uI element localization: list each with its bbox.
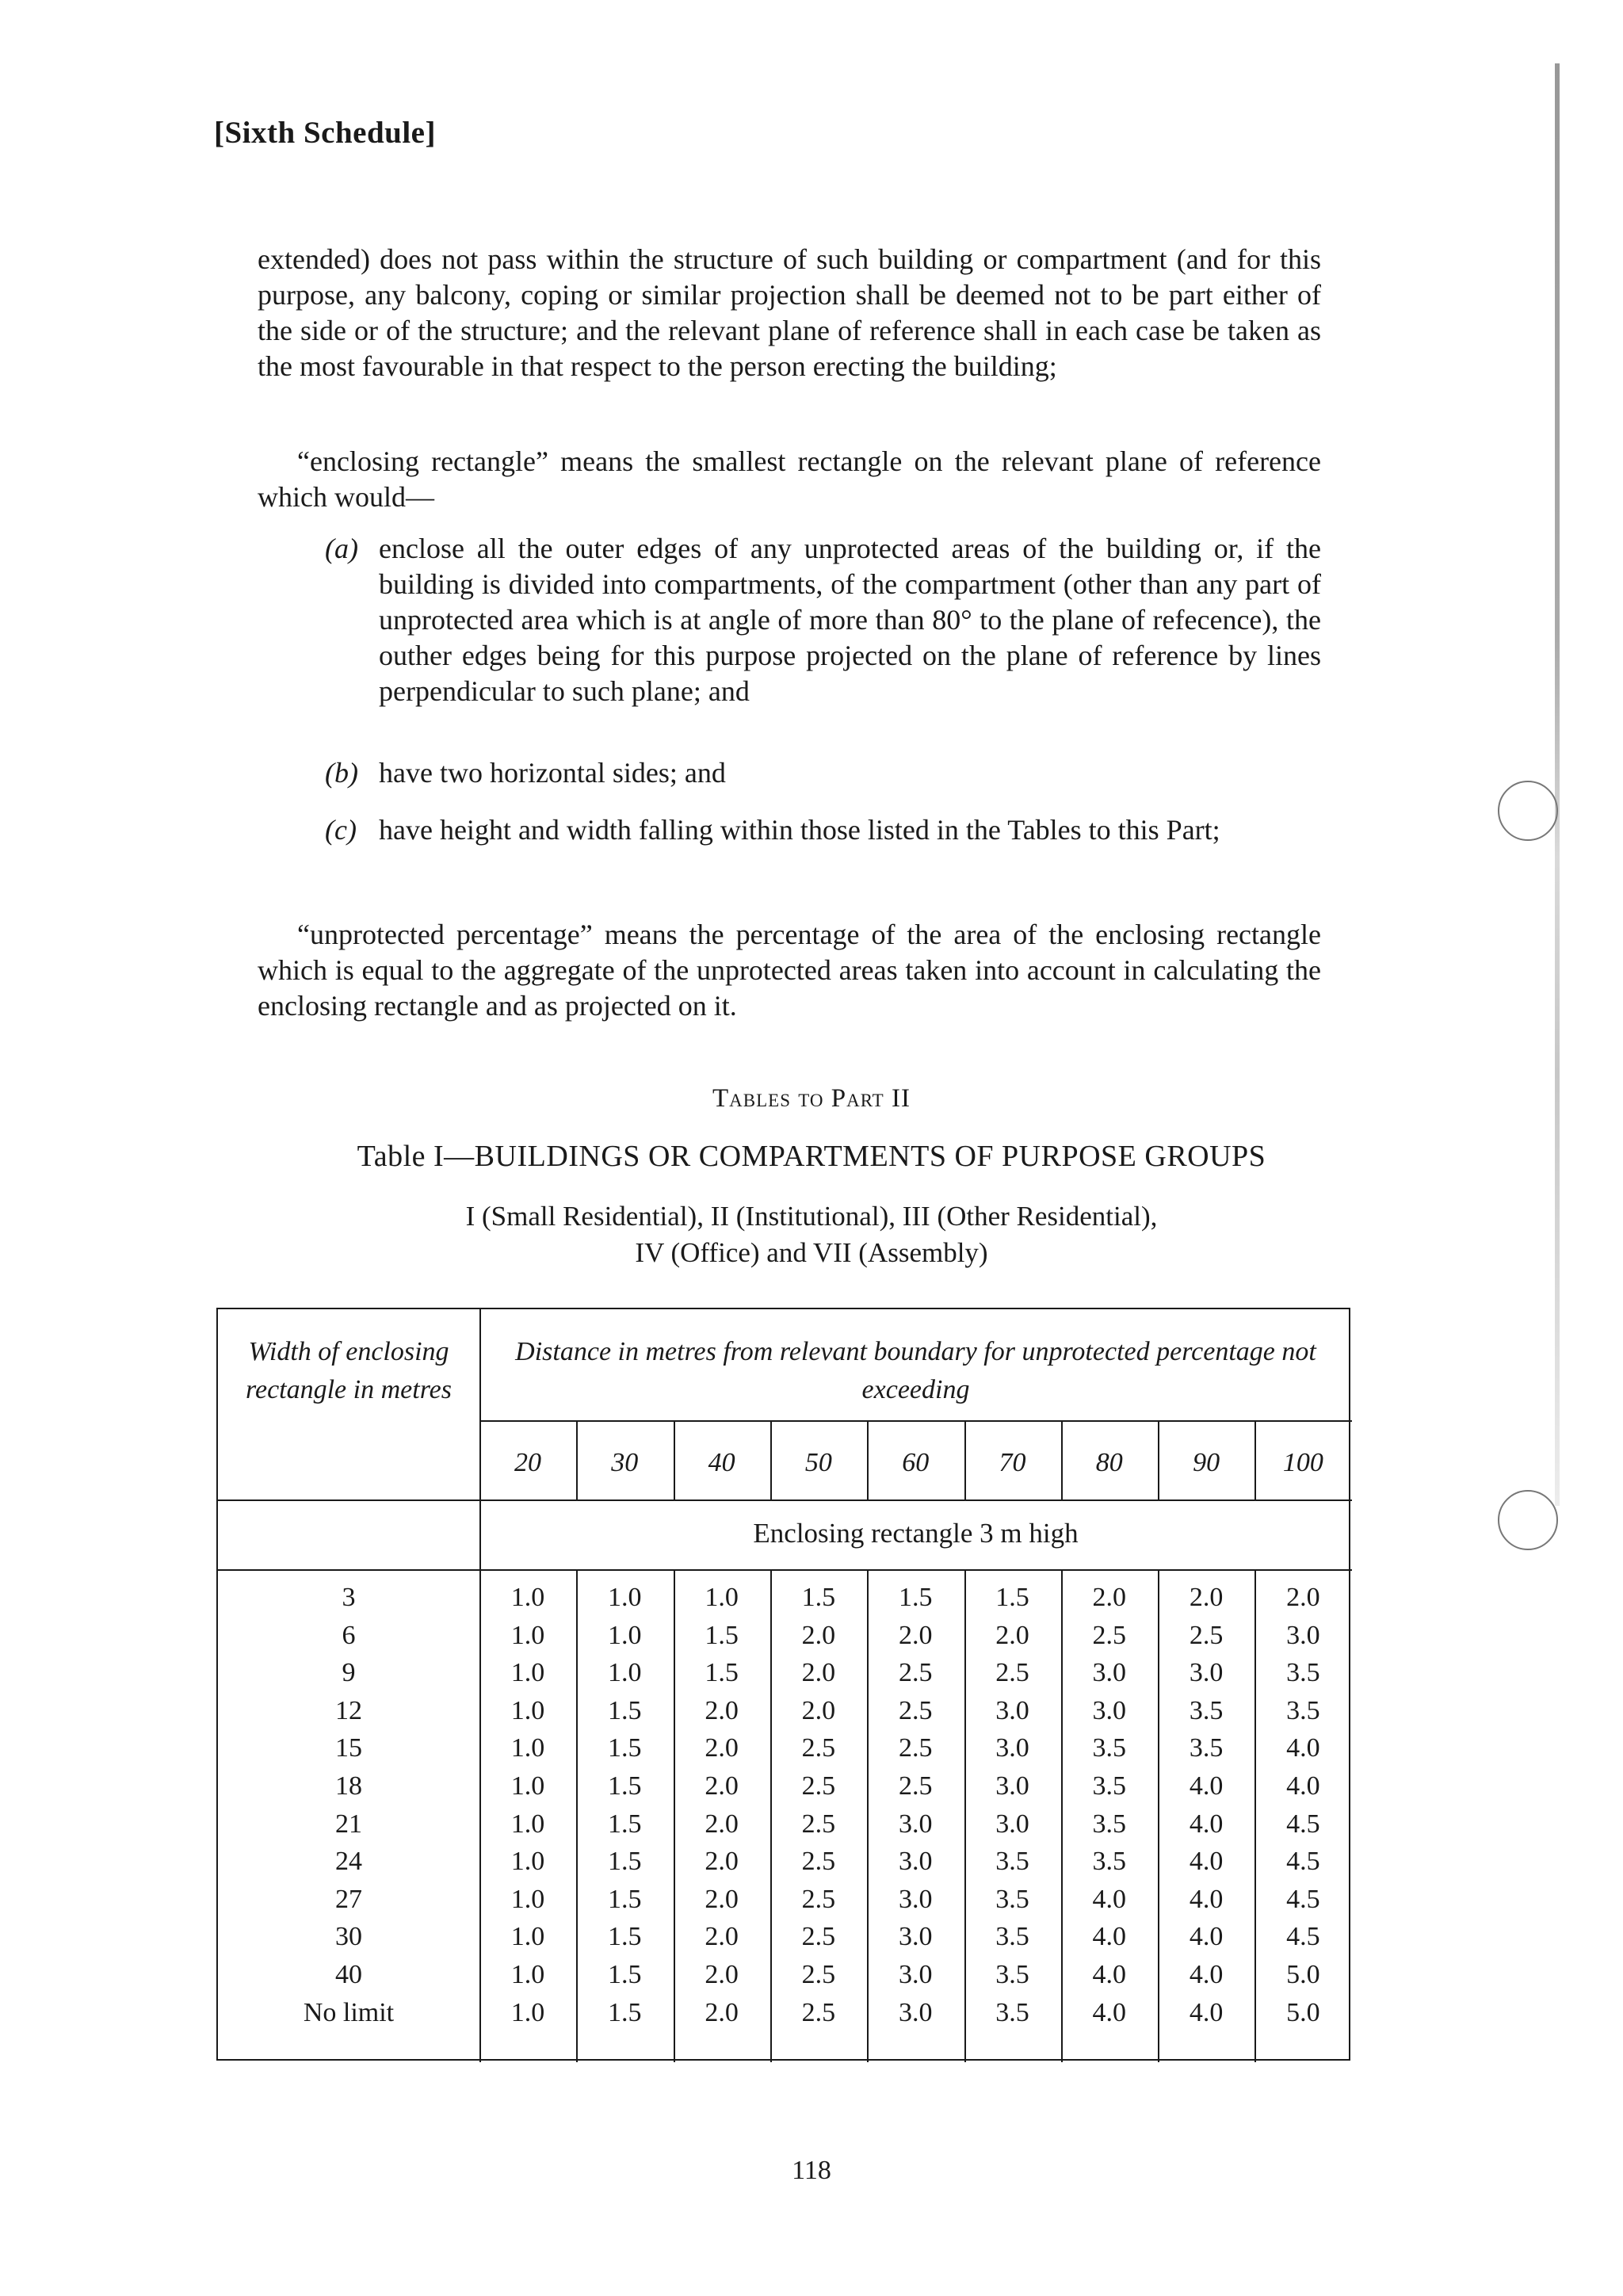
distance-cell: 2.0 (801, 1658, 836, 1688)
distance-cell: 4.0 (1189, 1771, 1224, 1801)
distance-cell: 1.0 (510, 1847, 545, 1877)
table-rule (1158, 1420, 1159, 1499)
scan-margin-shadow (1555, 63, 1560, 1506)
width-cell: 15 (335, 1733, 362, 1763)
width-cell: 18 (335, 1771, 362, 1801)
distance-cell: 1.5 (705, 1620, 739, 1650)
distance-cell: 1.0 (608, 1583, 642, 1612)
list-item-label: (c) (325, 814, 357, 846)
distance-header: Distance in metres from relevant boundary for unprotected percentage not exceeding (515, 1337, 1316, 1404)
distance-cell: 3.5 (995, 1960, 1029, 1989)
distance-cell: 3.5 (1189, 1733, 1224, 1763)
table-rule (576, 1420, 578, 1499)
distance-cell: 2.5 (801, 1771, 836, 1801)
distance-cell: 1.5 (608, 1695, 642, 1725)
list-item-c (325, 812, 1321, 888)
distance-cell: 2.5 (801, 1960, 836, 1989)
distance-cell: 3.0 (898, 1997, 933, 2027)
distance-cell: 4.0 (1092, 1922, 1127, 1952)
width-cell: 40 (335, 1960, 362, 1989)
distance-cell: 2.5 (995, 1658, 1029, 1688)
table-subtitle (0, 1198, 1623, 1271)
distance-cell: 3.0 (898, 1960, 933, 1989)
distance-cell: 2.0 (801, 1620, 836, 1650)
page-number: 118 (792, 2156, 831, 2185)
distance-cell: 2.5 (898, 1658, 933, 1688)
distance-cell: 4.0 (1189, 1884, 1224, 1914)
distance-cell: 3.0 (898, 1922, 933, 1952)
distance-cell: 3.0 (1286, 1620, 1320, 1650)
list-item-text: enclose all the outer edges of any unprotected areas of the building or, if the building is divided into compartments, of the compartment (other than any part of unprotected area which is at angle of more than 80° to the plane of refecence), the outher edges being for this purpose projected on the plane of reference by lines perpendicular to such plane; and (379, 533, 1321, 707)
distance-cell: 4.0 (1189, 1847, 1224, 1877)
distance-cell: 2.5 (801, 1733, 836, 1763)
distance-cell: 2.0 (801, 1695, 836, 1725)
paragraph-enclosing-rectangle: “enclosing rectangle” means the smallest rectangle on the relevant plane of reference which would— (258, 445, 1321, 513)
distance-cell: 1.0 (510, 1809, 545, 1839)
distance-cell: 1.5 (608, 1733, 642, 1763)
distance-cell: 2.0 (705, 1847, 739, 1877)
table-rule (218, 1569, 1352, 1571)
distance-cell: 4.5 (1286, 1884, 1320, 1914)
distance-cell: 2.0 (705, 1997, 739, 2027)
section-label: Enclosing rectangle 3 m high (753, 1518, 1079, 1549)
distance-cell: 1.0 (510, 1658, 545, 1688)
table-rule (1061, 1420, 1063, 1499)
table-rule (867, 1420, 869, 1499)
paragraph-unprotected-percentage: “unprotected percentage” means the percentage of the area of the enclosing rectangle which is equal to the aggregate of the unprotected areas taken into account in calculating the enclosing rectangle and as projected on it. (258, 919, 1321, 1022)
list-item-label: (a) (325, 533, 358, 564)
distance-cell: 1.0 (510, 1884, 545, 1914)
percentage-header-cell: 20 (514, 1448, 541, 1477)
distance-cell: 2.0 (705, 1884, 739, 1914)
distance-cell: 3.0 (995, 1809, 1029, 1839)
distance-cell: 3.5 (1286, 1695, 1320, 1725)
percentage-header-cell: 40 (708, 1448, 735, 1477)
distance-cell: 3.5 (995, 1847, 1029, 1877)
list-item-text: have two horizontal sides; and (379, 757, 726, 789)
distance-cell: 4.0 (1189, 1997, 1224, 2027)
distance-cell: 2.0 (1286, 1583, 1320, 1612)
distance-cell: 2.5 (801, 1884, 836, 1914)
percentage-header-cell: 60 (902, 1448, 930, 1477)
distance-cell: 3.5 (1286, 1658, 1320, 1688)
distance-cell: 4.0 (1092, 1997, 1127, 2027)
width-cell: 21 (335, 1809, 362, 1839)
tables-heading: Tables to Part II (712, 1084, 911, 1113)
distance-cell: 1.0 (705, 1583, 739, 1612)
table-subtitle-line: IV (Office) and VII (Assembly) (635, 1237, 988, 1268)
distance-cell: 4.5 (1286, 1922, 1320, 1952)
distance-cell: 1.0 (510, 1695, 545, 1725)
distance-cell: 1.0 (510, 1997, 545, 2027)
list-item-text: have height and width falling within those listed in the Tables to this Part; (379, 814, 1220, 846)
width-column-header: Width of enclosing rectangle in metres (246, 1337, 452, 1404)
width-cell: 24 (335, 1847, 362, 1877)
distance-cell: 3.0 (898, 1884, 933, 1914)
distance-cell: 3.0 (898, 1809, 933, 1839)
distance-cell: 3.5 (995, 1884, 1029, 1914)
distance-cell: 1.0 (510, 1771, 545, 1801)
distance-cell: 1.0 (608, 1620, 642, 1650)
width-cell: 30 (335, 1922, 362, 1952)
distance-cell: 3.0 (995, 1695, 1029, 1725)
distance-cell: 2.5 (898, 1771, 933, 1801)
distance-cell: 2.0 (898, 1620, 933, 1650)
distance-cell: 2.5 (1092, 1620, 1127, 1650)
distance-cell: 4.5 (1286, 1809, 1320, 1839)
distance-cell: 1.0 (510, 1620, 545, 1650)
distance-cell: 2.5 (801, 1847, 836, 1877)
distance-cell: 1.5 (608, 1809, 642, 1839)
distance-cell: 3.0 (1092, 1658, 1127, 1688)
distance-cell: 4.0 (1189, 1960, 1224, 1989)
distance-cell: 2.0 (1189, 1583, 1224, 1612)
list-item-a (325, 531, 1321, 745)
width-cell: 27 (335, 1884, 362, 1914)
distance-cell: 5.0 (1286, 1960, 1320, 1989)
distance-cell: 3.0 (898, 1847, 933, 1877)
distance-cell: 2.0 (705, 1960, 739, 1989)
distance-cell: 3.0 (995, 1771, 1029, 1801)
distance-cell: 4.0 (1286, 1771, 1320, 1801)
distance-cell: 2.5 (801, 1809, 836, 1839)
table-rule (770, 1420, 772, 1499)
distance-cell: 1.5 (898, 1583, 933, 1612)
width-cell: 3 (342, 1583, 356, 1612)
distance-cell: 2.0 (705, 1695, 739, 1725)
distance-cell: 1.0 (510, 1960, 545, 1989)
distance-cell: 1.5 (608, 1847, 642, 1877)
distance-cell: 3.0 (995, 1733, 1029, 1763)
distance-cell: 1.5 (801, 1583, 836, 1612)
distance-cell: 3.5 (1092, 1847, 1127, 1877)
table-rule (479, 1420, 1352, 1422)
distance-cell: 1.5 (995, 1583, 1029, 1612)
distance-cell: 2.5 (898, 1695, 933, 1725)
table-rule (674, 1420, 675, 1499)
distance-cell: 4.0 (1189, 1922, 1224, 1952)
distance-cell: 4.0 (1286, 1733, 1320, 1763)
table-rule (218, 1499, 1352, 1501)
schedule-header: [Sixth Schedule] (214, 116, 436, 150)
percentage-header-cell: 90 (1193, 1448, 1220, 1477)
distance-cell: 2.0 (705, 1922, 739, 1952)
distance-cell: 4.5 (1286, 1847, 1320, 1877)
distance-cell: 1.5 (608, 1960, 642, 1989)
punch-hole (1498, 1490, 1558, 1550)
distance-cell: 2.5 (801, 1922, 836, 1952)
distance-cell: 3.5 (1092, 1733, 1127, 1763)
distance-cell: 2.0 (705, 1733, 739, 1763)
distance-cell: 3.5 (1092, 1809, 1127, 1839)
distance-cell: 1.0 (510, 1733, 545, 1763)
distance-cell: 4.0 (1189, 1809, 1224, 1839)
distance-cell: 3.0 (1092, 1695, 1127, 1725)
distance-table (216, 1308, 1350, 2061)
distance-cell: 3.5 (1189, 1695, 1224, 1725)
distance-cell: 1.0 (510, 1922, 545, 1952)
width-cell: 9 (342, 1658, 356, 1688)
table-rule (964, 1420, 966, 1499)
width-cell: 6 (342, 1620, 356, 1650)
distance-cell: 4.0 (1092, 1884, 1127, 1914)
distance-cell: 1.0 (608, 1658, 642, 1688)
distance-cell: 1.5 (608, 1884, 642, 1914)
distance-cell: 3.5 (995, 1997, 1029, 2027)
distance-cell: 2.0 (1092, 1583, 1127, 1612)
distance-cell: 3.0 (1189, 1658, 1224, 1688)
distance-cell: 1.5 (608, 1922, 642, 1952)
list-item-b (325, 755, 1321, 795)
distance-cell: 1.0 (510, 1583, 545, 1612)
percentage-header-cell: 70 (999, 1448, 1026, 1477)
distance-cell: 1.5 (608, 1997, 642, 2027)
list-item-label: (b) (325, 757, 358, 789)
percentage-header-cell: 80 (1095, 1448, 1123, 1477)
distance-cell: 2.0 (705, 1809, 739, 1839)
table-subtitle-line: I (Small Residential), II (Institutional), III (Other Residential), (465, 1201, 1158, 1232)
width-cell: No limit (303, 1997, 395, 2027)
percentage-header-cell: 30 (611, 1448, 639, 1477)
distance-cell: 2.0 (705, 1771, 739, 1801)
distance-cell: 1.5 (705, 1658, 739, 1688)
punch-hole (1498, 781, 1558, 841)
distance-cell: 1.5 (608, 1771, 642, 1801)
distance-cell: 4.0 (1092, 1960, 1127, 1989)
distance-cell: 2.5 (801, 1997, 836, 2027)
paragraph-intro: extended) does not pass within the structure of such building or compartment (and for this purpose, any balcony, coping or similar projection shall be deemed not to be part either of the side or of the structure; and the relevant plane of reference shall in each case be taken as the most favourable in that respect to the person erecting the building; (258, 243, 1321, 382)
percentage-header-cell: 100 (1282, 1448, 1323, 1477)
distance-cell: 2.0 (995, 1620, 1029, 1650)
table-title: Table I—BUILDINGS OR COMPARTMENTS OF PURPOSE GROUPS (357, 1140, 1266, 1173)
distance-cell: 3.5 (995, 1922, 1029, 1952)
table-rule (1254, 1420, 1256, 1499)
width-cell: 12 (335, 1695, 362, 1725)
distance-cell: 3.5 (1092, 1771, 1127, 1801)
distance-cell: 5.0 (1286, 1997, 1320, 2027)
distance-cell: 2.5 (1189, 1620, 1224, 1650)
distance-cell: 2.5 (898, 1733, 933, 1763)
percentage-header-cell: 50 (804, 1448, 832, 1477)
